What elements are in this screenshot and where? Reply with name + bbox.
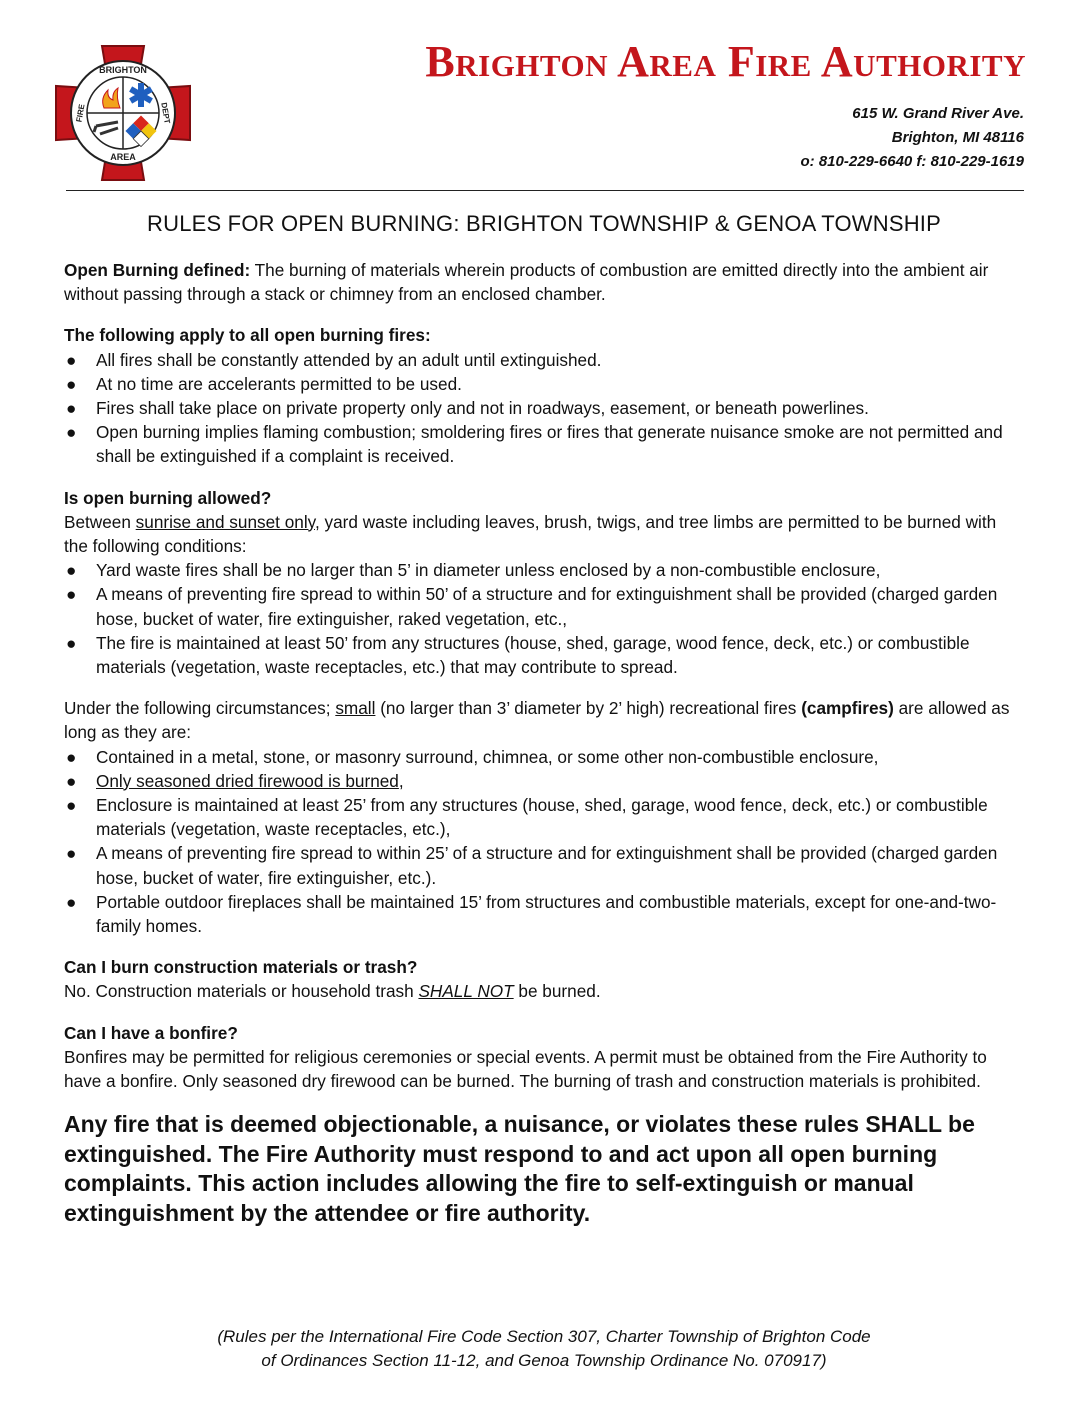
definition-paragraph	[64, 258, 1024, 306]
bonfire-heading: Can I have a bonfire?	[64, 1022, 238, 1043]
shall-not-emphasis: SHALL NOT	[418, 981, 514, 1002]
address-street: 615 W. Grand River Ave.	[852, 105, 1024, 122]
logo-text-left: FIRE	[74, 103, 87, 123]
contact-address-block	[801, 102, 1024, 174]
bullet-icon: ●	[66, 422, 77, 443]
definition-section	[64, 258, 1024, 306]
construction-text: No. Construction materials or household trash SHALL NOT be burned.	[64, 981, 601, 1002]
list-item: ● A means of preventing fire spread to within 50’ of a structure and for extinguishment shall be provided (charged garden hose, bucket of water, fire extinguisher, raked vegetation, etc.,	[66, 584, 998, 629]
footnote-line-2: of Ordinances Section 11-12, and Genoa Township Ordinance No. 070917)	[261, 1351, 827, 1370]
list-item: ● All fires shall be constantly attended by an adult until extinguished.	[64, 348, 1024, 372]
document-title: RULES FOR OPEN BURNING: BRIGHTON TOWNSHIP & GENOA TOWNSHIP	[147, 211, 941, 236]
logo-text-right: DEPT	[159, 101, 172, 125]
logo-text-top: BRIGHTON	[99, 65, 147, 75]
organization-name: Brighton Area Fire Authority	[425, 37, 1026, 86]
allowed-section	[64, 486, 1024, 680]
all-fires-section	[64, 323, 1024, 468]
nuisance-warning: Any fire that is deemed objectionable, a nuisance, or violates these rules SHALL be extinguished. The Fire Authority must respond to and act upon all open burning complaints. This action includes allowing the fire to self-extinguish or manual extinguishment by the attendee or fire authority.	[64, 1111, 975, 1226]
list-item: ● Fires shall take place on private property only and not in roadways, easement, or beneath powerlines.	[64, 396, 1024, 420]
bullet-icon: ●	[66, 632, 77, 653]
bullet-icon: ●	[66, 560, 77, 581]
bullet-icon: ●	[66, 891, 77, 912]
list-item: ● Contained in a metal, stone, or masonry surround, chimnea, or some other non-combustible enclosure,	[64, 745, 1024, 769]
campfires-emphasis: (campfires)	[801, 698, 894, 719]
header-divider	[66, 190, 1024, 191]
list-item: ● Enclosure is maintained at least 25’ from any structures (house, shed, garage, wood fence, deck, etc.) or combustible materials (vegetation, waste receptacles, etc.),	[66, 795, 988, 840]
bullet-icon: ●	[66, 770, 77, 791]
bonfire-section	[64, 1021, 1024, 1094]
definition-label: Open Burning defined:	[64, 260, 251, 280]
small-emphasis: small	[335, 698, 376, 719]
list-item: ● Portable outdoor fireplaces shall be maintained 15’ from structures and combustible materials, except for one-and-two-family homes.	[66, 891, 997, 937]
document-body	[64, 258, 1024, 1228]
bullet-icon: ●	[66, 746, 77, 767]
bonfire-text: Bonfires may be permitted for religious ceremonies or special events. A permit must be obtained from the Fire Authority to have a bonfire. Only seasoned dry firewood can be burned. The burning of trash and construction materials is prohibited.	[64, 1046, 987, 1092]
recreational-section	[64, 696, 1024, 938]
bullet-icon: ●	[66, 843, 77, 864]
footnote-line-1: (Rules per the International Fire Code Section 307, Charter Township of Brighton Code	[217, 1327, 871, 1346]
recreational-intro: Under the following circumstances; small (no larger than 3’ diameter by 2’ high) recreational fires (campfires) are allowed as long as they are:	[64, 698, 1010, 743]
all-fires-heading: The following apply to all open burning fires:	[64, 325, 431, 346]
bullet-icon: ●	[66, 373, 77, 394]
phone-fax: o: 810-229-6640 f: 810-229-1619	[800, 153, 1024, 170]
code-citation-footnote	[0, 1325, 1088, 1373]
all-fires-list	[64, 348, 1024, 469]
list-item: ● Only seasoned dried firewood is burned,	[64, 769, 1024, 793]
definition-text: The burning of materials wherein products of combustion are emitted directly into the ambient air without passing through a stack or chimney from an enclosed chamber.	[64, 260, 989, 305]
list-item: ● At no time are accelerants permitted to be used.	[64, 372, 1024, 396]
allowed-intro: Between sunrise and sunset only, yard waste including leaves, brush, twigs, and tree limbs are permitted to be burned with the following conditions:	[64, 511, 997, 557]
list-item: ● The fire is maintained at least 50’ from any structures (house, shed, garage, wood fence, deck, etc.) or combustible materials (vegetation, waste receptacles, etc.) that may contribute to spread.	[66, 632, 970, 678]
address-city: Brighton, MI 48116	[891, 129, 1024, 146]
list-item: ● Yard waste fires shall be no larger than 5’ in diameter unless enclosed by a non-combustible enclosure,	[64, 558, 1024, 582]
logo-text-bottom: AREA	[110, 152, 136, 162]
bullet-icon: ●	[66, 795, 77, 816]
list-item: ● A means of preventing fire spread to within 25’ of a structure and for extinguishment shall be provided (charged garden hose, bucket of water, fire extinguisher, etc.).	[66, 843, 998, 888]
bullet-icon: ●	[66, 584, 77, 605]
sunrise-sunset-emphasis: sunrise and sunset only	[135, 511, 315, 532]
allowed-heading: Is open burning allowed?	[64, 487, 272, 508]
recreational-list	[64, 745, 1024, 939]
bullet-icon: ●	[66, 349, 77, 370]
construction-heading: Can I burn construction materials or trash?	[64, 957, 418, 978]
fire-department-logo	[52, 42, 194, 184]
list-item: ● Open burning implies flaming combustion; smoldering fires or fires that generate nuisance smoke are not permitted and shall be extinguished if a complaint is received.	[66, 422, 1003, 467]
bullet-icon: ●	[66, 398, 77, 419]
construction-section	[64, 955, 1024, 1003]
allowed-list	[64, 558, 1024, 679]
